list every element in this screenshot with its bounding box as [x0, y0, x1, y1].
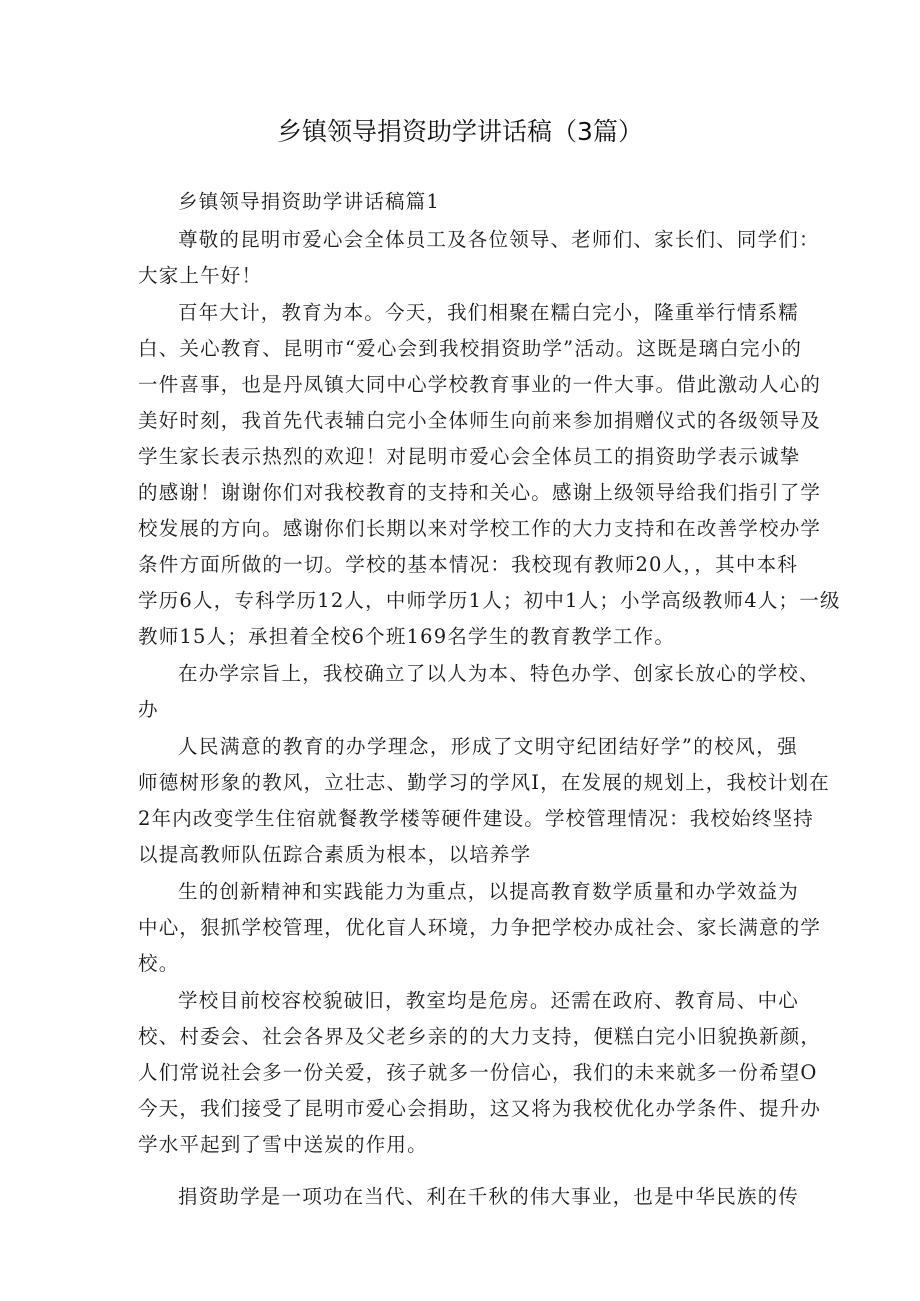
text-line: 一件喜事，也是丹凤镇大同中心学校教育事业的一件大事。借此激动人心的 [138, 373, 822, 396]
text-line: 人们常说社会多一份关爱，孩子就多一份信心，我们的未来就多一份希望O [138, 1061, 818, 1084]
document-title: 乡镇领导捐资助学讲话稿（3篇） [277, 117, 643, 146]
text-line: 教师15人；承担着全校6个班169名学生的教育教学工作。 [138, 625, 676, 648]
text-line: 人民满意的教育的办学理念，形成了文明守纪团结好学”的校风，强 [178, 735, 798, 758]
text-line: 办 [138, 698, 159, 721]
text-line: 师德树形象的教风，立壮志、勤学习的学风I，在发展的规划上，我校计划在 [138, 771, 831, 794]
text-line: 的感谢！谢谢你们对我校教育的支持和关心。感谢上级领导给我们指引了学 [138, 481, 822, 504]
text-line: 白、关心教育、昆明市“爱心会到我校捐资助学”活动。这既是璃白完小的 [138, 337, 803, 360]
text-line: 校。 [138, 952, 180, 975]
text-line: 校发展的方向。感谢你们长期以来对学校工作的大力支持和在改善学校办学 [138, 517, 822, 540]
text-line: 尊敬的昆明市爱心会全体员工及各位领导、老师们、家长们、同学们： [178, 228, 820, 251]
text-line: 今天，我们接受了昆明市爱心会捐助，这又将为我校优化办学条件、提升办 [138, 1097, 822, 1120]
text-line: 学历6人，专科学历12人，中师学历1人；初中1人；小学高级教师4人；一级 [138, 589, 841, 612]
text-line: 生的创新精神和实践能力为重点，以提高教育数学质量和办学效益为 [178, 880, 800, 903]
text-line: 学校目前校容校貌破旧，教室均是危房。还需在政府、教育局、中心 [178, 989, 800, 1012]
text-line: 学生家长表示热烈的欢迎！对昆明市爱心会全体员工的捐资助学表示诚挚 [138, 445, 801, 468]
text-line: 在办学宗旨上，我校确立了以人为本、特色办学、创家长放心的学校、 [178, 662, 820, 685]
section-heading: 乡镇领导捐资助学讲话稿篇1 [178, 190, 441, 213]
text-line: 中心，狠抓学校管理，优化盲人环境，力争把学校办成社会、家长满意的学 [138, 916, 822, 939]
text-line: 学水平起到了雪中送炭的作用。 [138, 1133, 428, 1156]
text-line: 条件方面所做的一切。学校的基本情况：我校现有教师20人，，其中本科 [138, 553, 798, 576]
text-line: 2年内改变学生住宿就餐教学楼等硬件建设。学校管理情况：我校始终坚持 [138, 807, 815, 830]
text-line: 捐资助学是一项功在当代、利在千秋的伟大事业，也是中华民族的传 [178, 1185, 800, 1208]
text-line: 大家上午好！ [138, 264, 263, 287]
text-line: 百年大计，教育为本。今天，我们相聚在糯白完小，隆重举行情系糯 [178, 301, 800, 324]
text-line: 校、村委会、社会各界及父老乡亲的的大力支持，便糕白完小旧貌换新颜， [138, 1025, 822, 1048]
text-line: 以提高教师队伍踪合素质为根本，以培养学 [138, 843, 532, 866]
text-line: 美好时刻，我首先代表辅白完小全体师生向前来参加捐赠仪式的各级领导及 [138, 409, 822, 432]
